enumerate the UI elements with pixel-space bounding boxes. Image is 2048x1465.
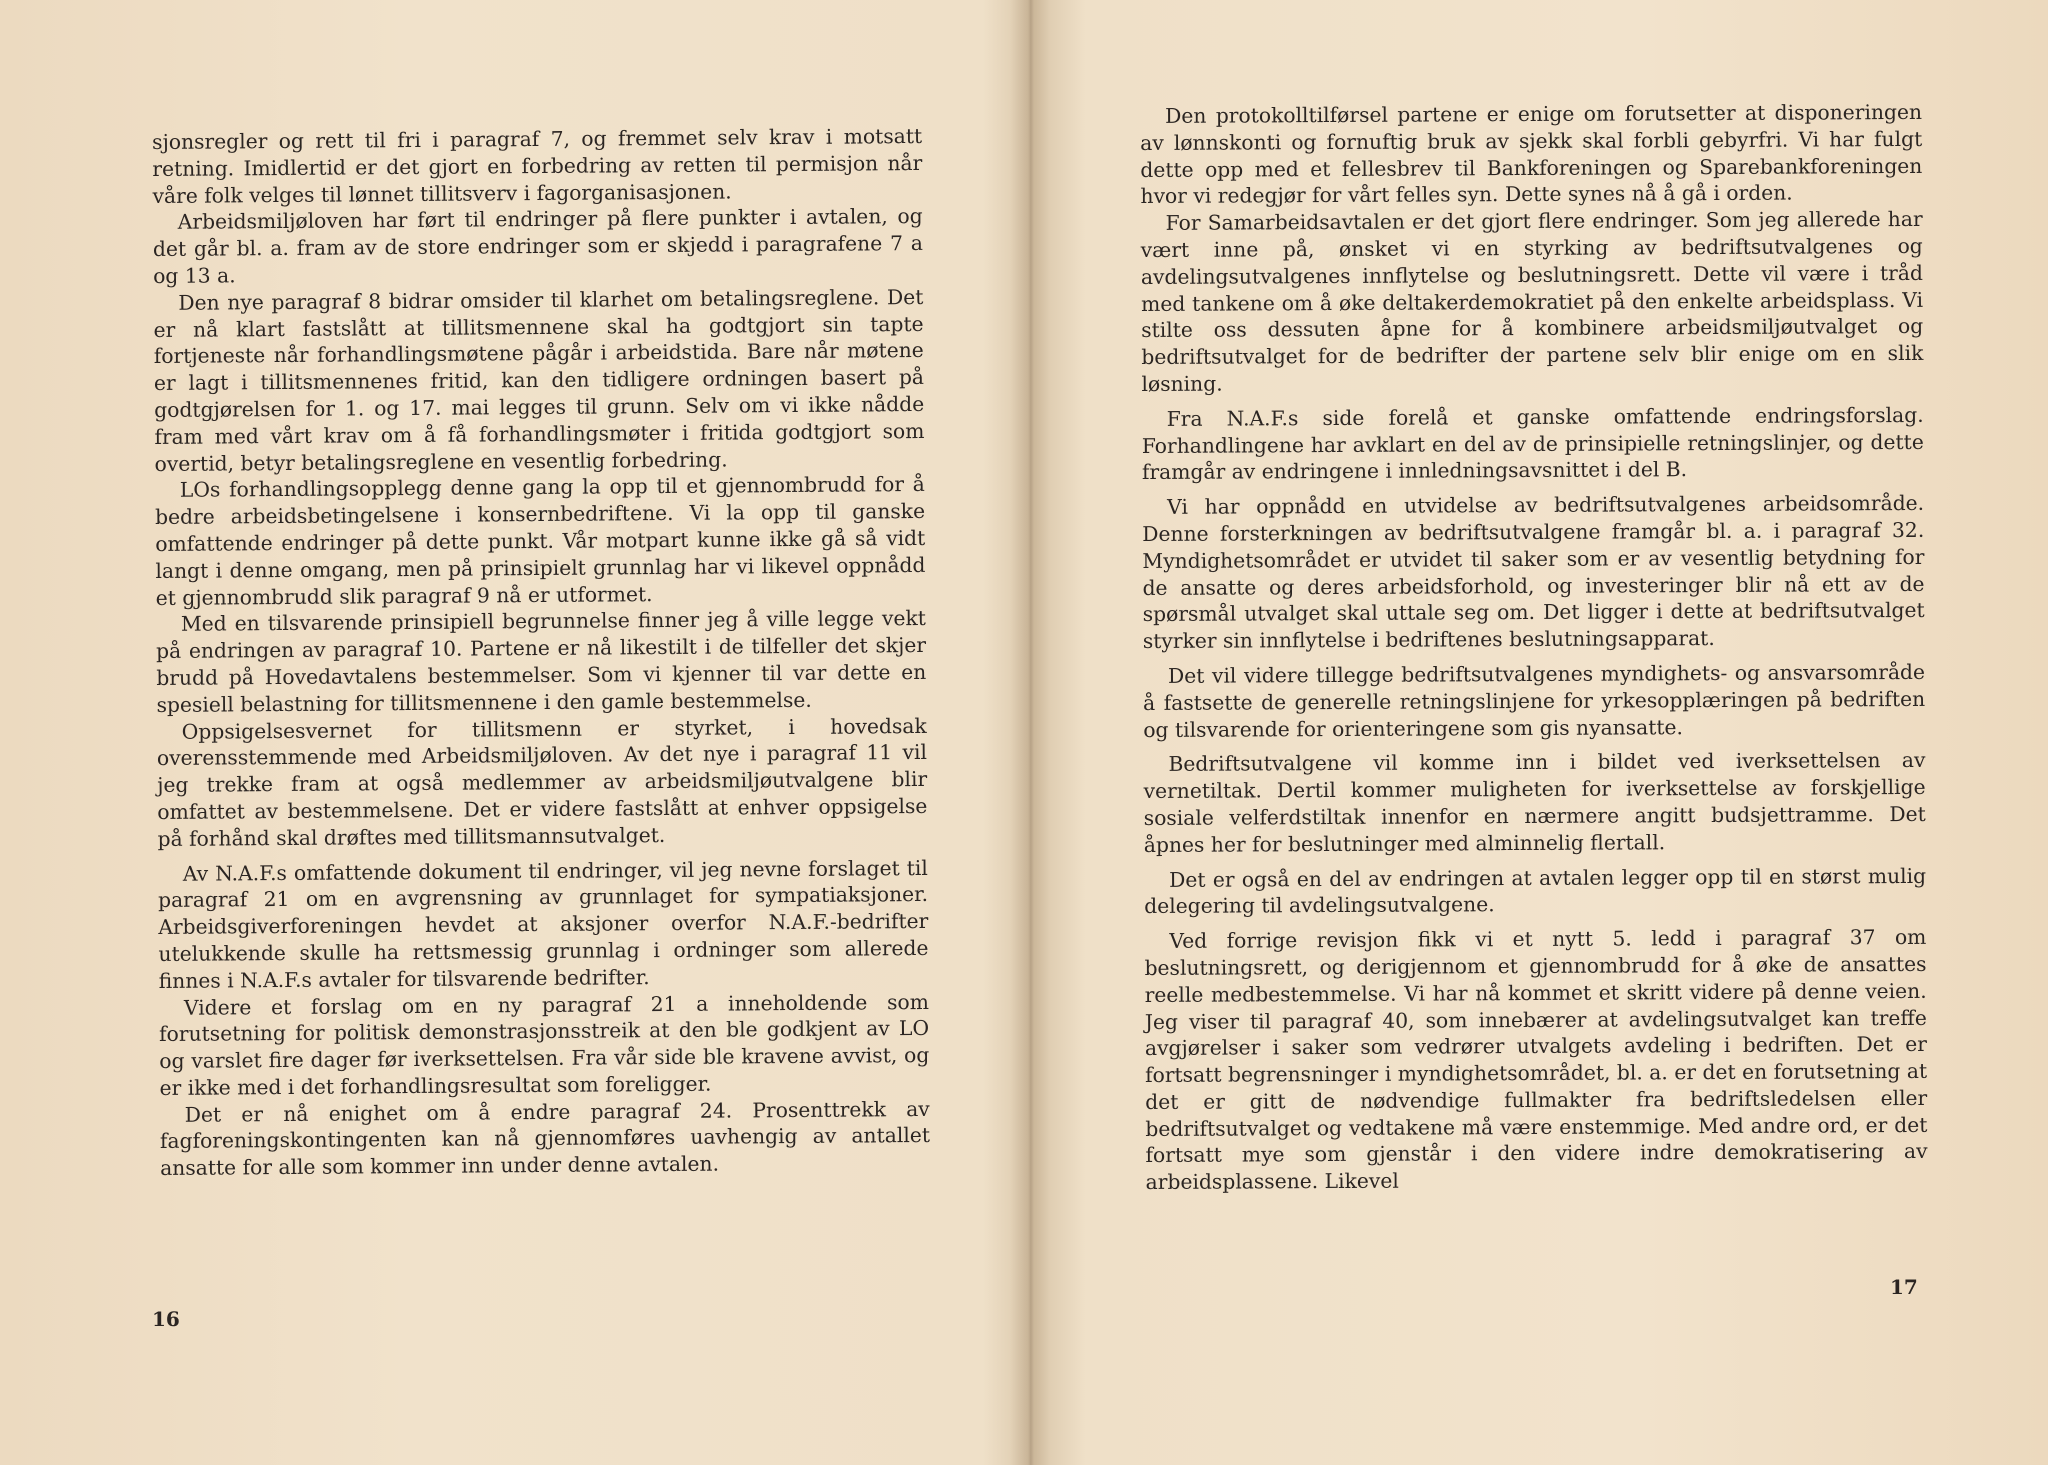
paragraph: Med en tilsvarende prinsipiell begrunnelse finner jeg å ville legge vekt på endringen av paragraf 10. Partene er nå likestilt i de tilfeller det skjer brudd på Hovedavtalens bestemmelser. Som vi kjenner til var dette en spesiell belastning for tillitsmennene i den gamle bestemmelse. [156, 606, 927, 717]
paragraph: Ved forrige revisjon fikk vi et nytt 5. ledd i paragraf 37 om beslutningsrett, og derigjennom et gjennombrudd for å øke de ansattes reelle medbestemmelse. Vi har nå kommet et skritt videre på denne veien. Jeg viser til paragraf 40, som innebærer at avdelingsutvalget kan treffe avgjørelser i saker som vedrører utvalgets avdeling i bedriften. Det er fortsatt begrensninger i myndighetsområdet, bl. a. er det en forutsetning at det er gitt de nødvendige fullmakter fra bedriftsledelsen eller bedriftsutvalget og vedtakene må være enstemmige. Med andre ord, er det fortsatt mye som gjenstår i den videre indre demokratisering av arbeidsplassene. Likevel [1144, 925, 1928, 1195]
page-number: 17 [1890, 1275, 1918, 1299]
paragraph: Bedriftsutvalgene vil komme inn i bildet ved iverksettelsen av vernetiltak. Dertil kommer muligheten for iverksettelse av forskjellige sosiale velferdstiltak innenfor en nærmere angitt budsjettramme. Det åpnes her for beslutninger med alminnelig flertall. [1143, 748, 1926, 857]
paragraph: Det er nå enighet om å endre paragraf 24. Prosenttrekk av fagforeningskontingenten kan nå gjennomføres uavhengig av antallet ansatte for alle som kommer inn under denne avtalen. [159, 1096, 931, 1181]
paragraph: Den protokolltilførsel partene er enige om forutsetter at disponeringen av lønnskonti og fornuftig bruk av sjekk skal forbli gebyrfri. Vi har fulgt dette opp med et fellesbrev til Bankforeningen og Sparebankforeningen hvor vi redegjør for vårt felles syn. Dette synes nå å gå i orden. [1140, 99, 1923, 209]
paragraph: Det er også en del av endringen at avtalen legger opp til en størst mulig delegering til avdelingsutvalgene. [1144, 863, 1927, 919]
right-page [1024, 0, 2048, 1465]
paragraph: Vi har oppnådd en utvidelse av bedriftsutvalgenes arbeidsområde. Denne forsterkningen av bedriftsutvalgene framgår bl. a. i paragraf 32. Myndighetsområdet er utvidet til saker som er av vesentlig betydning for de ansatte og deres arbeidsforhold, og investeringer blir nå ett av de spørsmål utvalget skal uttale seg om. Det ligger i dette at bedriftsutvalget styrker sin innflytelse i bedriftenes beslutningsapparat. [1142, 491, 1925, 654]
paragraph: Videre et forslag om en ny paragraf 21 a inneholdende som forutsetning for politisk demonstrasjonsstreik at den ble godkjent av LO og varslet fire dager før iverksettelsen. Fra vår side ble kravene avvist, og er ikke med i det forhandlingsresultat som foreligger. [159, 989, 930, 1100]
paragraph: Den nye paragraf 8 bidrar omsider til klarhet om betalingsreglene. Det er nå klart fastslått at tillitsmennene skal ha godtgjort sin tapte fortjeneste når forhandlingsmøtene pågår i arbeidstida. Bare når møtene er lagt i tillitsmennenes fritid, kan den tidligere ordningen basert på godtgjørelsen for 1. og 17. mai legges til grunn. Selv om vi ikke nådde fram med vårt krav om å få forhandlingsmøter i fritida godtgjort som overtid, betyr betalingsreglene en vesentlig forbedring. [153, 284, 925, 476]
right-page-text [1140, 99, 1928, 1196]
paragraph: Av N.A.F.s omfattende dokument til endringer, vil jeg nevne forslaget til paragraf 21 om en avgrensning av grunnlaget for sympatiaksjoner. Arbeidsgiverforeningen hevdet at aksjoner overfor N.A.F.-bedrifter utelukkende skulle ha rettsmessig grunnlag i ordninger som allerede finnes i N.A.F.s avtaler for tilsvarende bedrifter. [157, 855, 929, 993]
paragraph: Oppsigelsesvernet for tillitsmenn er styrket, i hovedsak overensstemmende med Arbeidsmiljøloven. Av det nye i paragraf 11 vil jeg trekke fram at også medlemmer av arbeidsmiljøutvalgene blir omfattet av bestemmelsene. Det er videre fastslått at enhver oppsigelse på forhånd skal drøftes med tillitsmannsutvalget. [156, 713, 928, 851]
paragraph: LOs forhandlingsopplegg denne gang la opp til et gjennombrudd for å bedre arbeidsbetingelsene i konsernbedriftene. Vi la opp til ganske omfattende endringer på dette punkt. Vår motpart kunne ikke gå så vidt langt i denne omgang, men på prinsipielt grunnlag har vi likevel oppnådd et gjennombrudd slik paragraf 9 nå er utformet. [154, 472, 926, 610]
page-number: 16 [152, 1307, 180, 1331]
paragraph: Det vil videre tillegge bedriftsutvalgenes myndighets- og ansvarsområde å fastsette de generelle retningslinjene for yrkesopplæringen på bedriften og tilsvarende for orienteringene som gis nyansatte. [1143, 659, 1926, 742]
paragraph: For Samarbeidsavtalen er det gjort flere endringer. Som jeg allerede har vært inne på, ønsket vi en styrking av bedriftsutvalgenes og avdelingsutvalgenes innflytelse og beslutningsrett. Dette vil være i tråd med tankene om å øke deltakerdemokratiet på den enkelte arbeidsplass. Vi stilte oss dessuten åpne for å kombinere arbeidsmiljøutvalget og bedriftsutvalget for de bedrifter der partene selv blir enige om en slik løsning. [1140, 207, 1924, 396]
paragraph: Arbeidsmiljøloven har ført til endringer på flere punkter i avtalen, og det går bl. a. fram av de store endringer som er skjedd i paragrafene 7 a og 13 a. [152, 204, 924, 288]
paragraph: sjonsregler og rett til fri i paragraf 7, og fremmet selv krav i motsatt retning. Imidlertid er det gjort en forbedring av retten til permisjon når våre folk velges til lønnet tillitsverv i fagorganisasjonen. [152, 123, 923, 208]
paragraph: Fra N.A.F.s side forelå et ganske omfattende endringsforslag. Forhandlingene har avklart en del av de prinsipielle retningslinjer, og dette framgår av endringene i innledningsavsnittet i del B. [1141, 402, 1924, 485]
left-page-text [152, 123, 930, 1182]
